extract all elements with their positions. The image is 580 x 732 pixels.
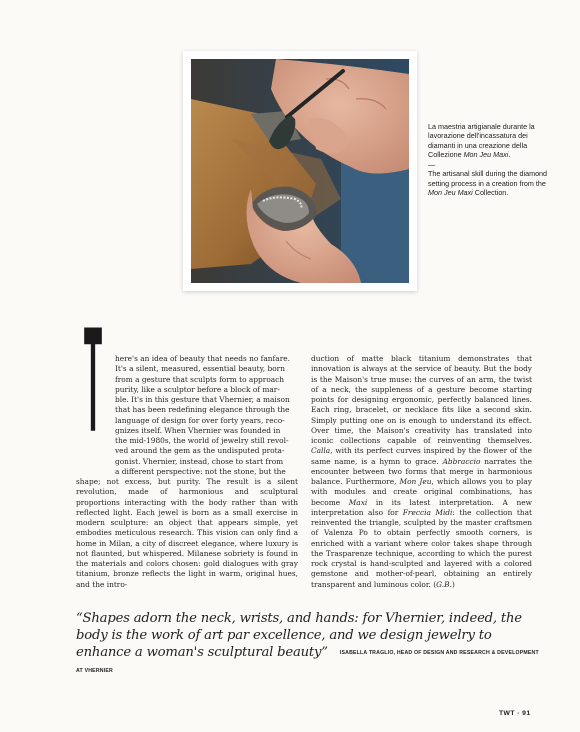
caption-english: The artisanal skill during the diamond setting process in a creation from the Mon Jeu Maxi Collection.: [428, 169, 548, 198]
caption-separator: —: [428, 160, 436, 170]
feature-photo-frame: [183, 51, 417, 291]
column-1-body: shape; not excess, but purity. The result is a silent revolution, made of harmonious and sculptural proportions interacting with the body rather than with reflected light. Each jewel is born as a small exercise in modern sculpture: an object that appears simple, yet embodies meticulous research. This vision can only find a home in Milan, a city of discreet elegance, where luxury is not flaunted, but whispered. Milanese sobriety is found in the materials and colors chosen: gold dialogues with gray titanium, bronze reflects the light in warm, original hues, and the intro-: [76, 477, 298, 589]
column-1-lead: here's an idea of beauty that needs no fanfare. It's a silent, measured, essential beauty, born from a gesture that sculpts form to approach purity, like a sculptor before a block of mar- ble. It's in this gesture that Vhernier, a maison that has been redefining elegance through the language of design for over forty years, reco- gnizes itself. When Vhernier was founded in the mid-1980s, the world of jewelry still revol- ved around the gem as the undisputed prota- gonist. Vhernier, instead, chose to start from a different perspective: not the stone, but the: [115, 354, 290, 476]
article-column-1: [76, 354, 298, 590]
pull-quote: [76, 610, 546, 680]
page-folio: TWT · 91: [499, 710, 531, 717]
collection-maxi: Maxi: [348, 497, 368, 507]
column-2-body: duction of matte black titanium demonstrates that innovation is always at the service of beauty. But the body is the Maison's true muse: the curves of an arm, the twist of a neck, the suppleness of a gesture become starting points for designing ergonomic, perfectly balanced lines. Each ring, bracelet, or necklace fits like a second skin. Simply putting one on is enough to understand its effect. Over time, the Maison's creativity has translated into iconic collections capable of reinventing themselves. Calla, with its perfect curves inspired by the flower of the same name, is a hymn to grace. Abbraccio narrates the encounter between two forms that merge in harmonious balance. Furthermore, Mon Jeu, which allows you to play with modules and create original combinations, has become Maxi in its latest interpretation. A new interpretation also for Freccia Midi: the collection that reinvented the triangle, sculpted by the master craftsmen of Valenza Po to obtain perfectly smooth corners, is enriched with a variant where color takes shape through the Trasparenze technique, according to which the purest rock crystal is hand-sculpted and layered with a colored gemstone and mother-of-pearl, obtaining an entirely transparent and luminous color. (G.B.): [311, 354, 532, 589]
collection-calla: Calla: [311, 446, 331, 456]
photo-caption: [428, 122, 548, 197]
collection-freccia-midi: Freccia Midi: [402, 507, 453, 517]
collection-abbraccio: Abbraccio: [442, 456, 481, 466]
pull-quote-text: “Shapes adorn the neck, wrists, and hands: for Vhernier, indeed, the body is the work of art par excellence, and we design jewelry to enhance a woman's sculptural beauty”: [76, 611, 522, 660]
pull-quote-credit: ISABELLA TRAGLIO, HEAD OF DESIGN AND RESEARCH & DEVELOPMENT AT VHERNIER: [76, 650, 539, 674]
article-column-2: [311, 354, 532, 590]
collection-mon-jeu: Mon Jeu: [399, 477, 432, 486]
caption-italian: La maestria artigianale durante la lavorazione dell'incassatura dei diamanti in una creazione della Collezione Mon Jeu Maxi.: [428, 122, 535, 159]
author-initials: G.B.: [436, 579, 452, 589]
drop-cap-glyph: T: [83, 322, 103, 463]
jewelry-setting-photo: [191, 59, 409, 283]
